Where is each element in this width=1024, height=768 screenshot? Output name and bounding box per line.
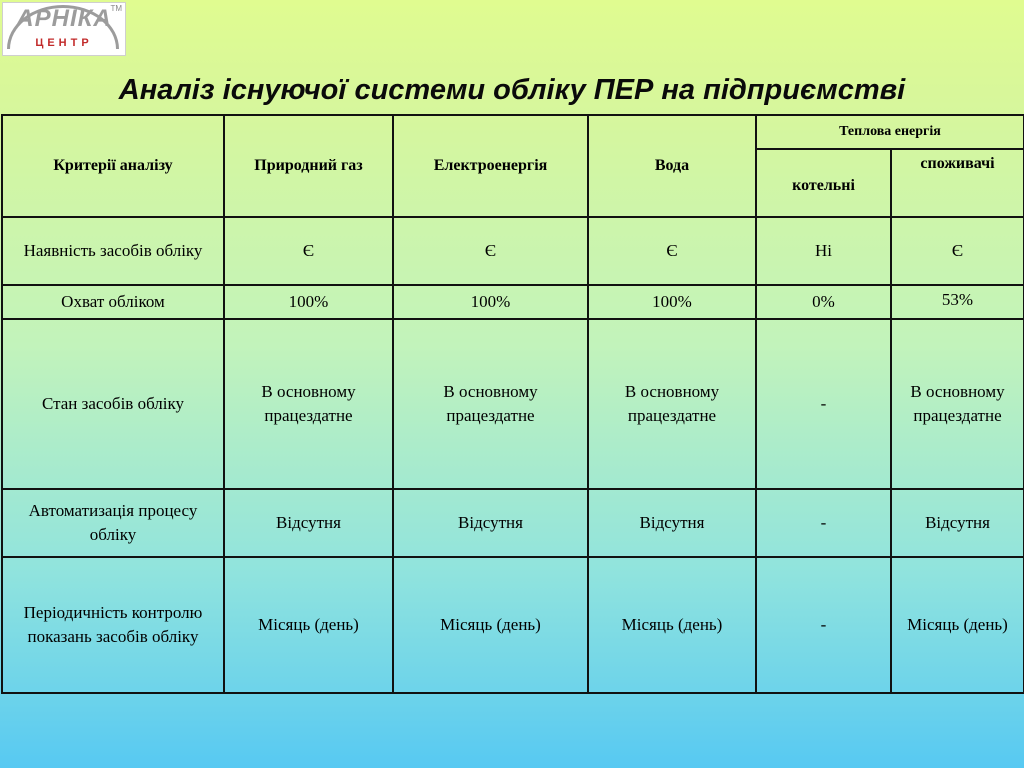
cell-water: Відсутня	[588, 489, 756, 557]
cell-water: 100%	[588, 285, 756, 319]
row-criterion: Періодичність контролю показань засобів обліку	[2, 557, 224, 693]
cell-consumers: Відсутня	[891, 489, 1024, 557]
cell-boilers: Ні	[756, 217, 891, 285]
cell-gas: Місяць (день)	[224, 557, 393, 693]
cell-consumers: В основному працездатне	[891, 319, 1024, 489]
cell-boilers: -	[756, 489, 891, 557]
header-criteria: Критерії аналізу	[2, 115, 224, 217]
table-row	[2, 319, 1024, 489]
cell-electricity: 100%	[393, 285, 588, 319]
cell-consumers: Місяць (день)	[891, 557, 1024, 693]
cell-electricity: Відсутня	[393, 489, 588, 557]
row-criterion: Стан засобів обліку	[2, 319, 224, 489]
table-row	[2, 217, 1024, 285]
cell-electricity: В основному працездатне	[393, 319, 588, 489]
cell-gas: Відсутня	[224, 489, 393, 557]
row-criterion: Автоматизація процесу обліку	[2, 489, 224, 557]
cell-gas: В основному працездатне	[224, 319, 393, 489]
cell-boilers: 0%	[756, 285, 891, 319]
header-water: Вода	[588, 115, 756, 217]
cell-consumers: Є	[891, 217, 1024, 285]
header-electricity: Електроенергія	[393, 115, 588, 217]
header-heat-energy: Теплова енергія	[756, 115, 1024, 149]
header-gas: Природний газ	[224, 115, 393, 217]
cell-water: Місяць (день)	[588, 557, 756, 693]
cell-gas: Є	[224, 217, 393, 285]
cell-electricity: Є	[393, 217, 588, 285]
table-row	[2, 285, 1024, 319]
logo-name: АРНІКА	[16, 5, 112, 32]
cell-boilers: -	[756, 557, 891, 693]
logo-trademark: TM	[110, 4, 122, 13]
header-boilers: котельні	[756, 149, 891, 217]
logo-subtitle: ЦЕНТР	[35, 37, 93, 49]
cell-water: В основному працездатне	[588, 319, 756, 489]
cell-consumers: 53%	[891, 285, 1024, 319]
arnika-logo	[2, 2, 126, 56]
metering-analysis-table	[1, 114, 1024, 694]
row-criterion: Охват обліком	[2, 285, 224, 319]
row-criterion: Наявність засобів обліку	[2, 217, 224, 285]
cell-water: Є	[588, 217, 756, 285]
cell-boilers: -	[756, 319, 891, 489]
cell-electricity: Місяць (день)	[393, 557, 588, 693]
cell-gas: 100%	[224, 285, 393, 319]
table-row	[2, 489, 1024, 557]
header-consumers: споживачі	[891, 149, 1024, 217]
slide-title: Аналіз існуючої системи обліку ПЕР на підприємстві	[118, 74, 906, 106]
table-row	[2, 557, 1024, 693]
